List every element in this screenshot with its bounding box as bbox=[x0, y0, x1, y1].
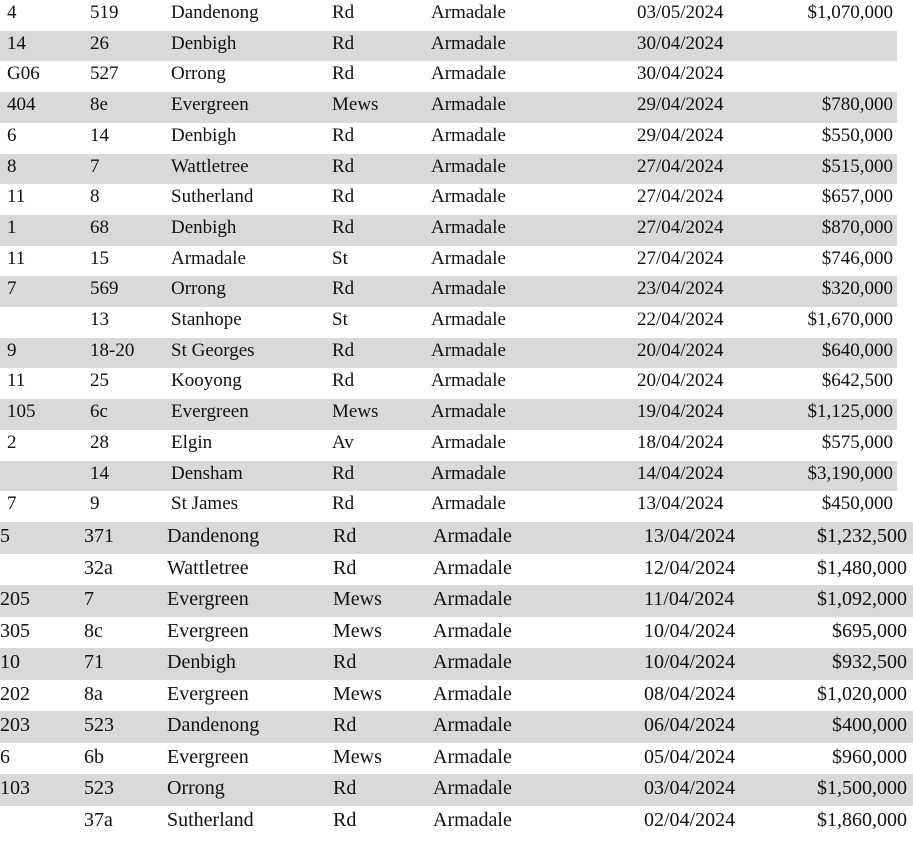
table-row bbox=[0, 617, 913, 649]
cell-price: $1,670,000 bbox=[807, 309, 893, 330]
cell-unit: 103 bbox=[0, 777, 30, 799]
cell-number: 15 bbox=[90, 247, 109, 269]
cell-unit: 11 bbox=[7, 370, 26, 392]
cell-suburb: Armadale bbox=[431, 32, 506, 54]
cell-unit: 5 bbox=[0, 525, 10, 547]
cell-date: 10/04/2024 bbox=[644, 619, 736, 642]
table-row bbox=[0, 92, 913, 123]
cell-street: Orrong bbox=[171, 278, 226, 300]
cell-street: Orrong bbox=[171, 63, 226, 85]
cell-unit: 6 bbox=[0, 745, 10, 768]
cell-street: Armadale bbox=[171, 247, 246, 269]
cell-number: 569 bbox=[90, 278, 119, 300]
table-row bbox=[0, 585, 913, 617]
table-row bbox=[0, 123, 913, 154]
cell-type: Rd bbox=[333, 525, 357, 547]
cell-street: Dandenong bbox=[167, 525, 260, 547]
table-row bbox=[0, 31, 913, 62]
cell-suburb: Armadale bbox=[433, 745, 512, 768]
cell-unit: 6 bbox=[7, 124, 17, 146]
table-row bbox=[0, 307, 913, 338]
cell-price: $3,190,000 bbox=[807, 462, 893, 484]
cell-type: Rd bbox=[333, 777, 357, 799]
cell-price: $1,125,000 bbox=[807, 401, 893, 423]
cell-street: Evergreen bbox=[167, 682, 249, 705]
cell-price: $550,000 bbox=[821, 124, 893, 146]
cell-type: Rd bbox=[332, 63, 355, 85]
cell-street: Elgin bbox=[171, 431, 213, 453]
cell-price: $450,000 bbox=[821, 493, 893, 515]
cell-number: 18-20 bbox=[90, 339, 135, 361]
table-row bbox=[0, 399, 913, 430]
cell-suburb: Armadale bbox=[431, 2, 506, 23]
cell-street: Denbigh bbox=[171, 124, 237, 146]
cell-number: 9 bbox=[90, 493, 100, 515]
cell-price: $1,092,000 bbox=[817, 588, 907, 610]
cell-date: 05/04/2024 bbox=[644, 745, 736, 768]
cell-number: 32a bbox=[84, 556, 113, 579]
cell-street: Evergreen bbox=[167, 745, 249, 768]
cell-suburb: Armadale bbox=[433, 777, 512, 799]
cell-date: 03/04/2024 bbox=[644, 777, 736, 799]
table-row bbox=[0, 61, 913, 92]
cell-suburb: Armadale bbox=[433, 714, 512, 736]
cell-date: 29/04/2024 bbox=[637, 94, 724, 116]
table-row bbox=[0, 774, 913, 806]
cell-price: $515,000 bbox=[821, 155, 893, 177]
cell-number: 523 bbox=[84, 714, 114, 736]
cell-date: 13/04/2024 bbox=[637, 493, 724, 515]
cell-unit: 205 bbox=[0, 588, 30, 610]
cell-number: 523 bbox=[84, 777, 114, 799]
cell-number: 8e bbox=[90, 94, 108, 116]
cell-suburb: Armadale bbox=[433, 588, 512, 610]
cell-street: Evergreen bbox=[171, 94, 249, 116]
cell-number: 25 bbox=[90, 370, 109, 392]
cell-suburb: Armadale bbox=[431, 431, 506, 453]
cell-unit: 14 bbox=[7, 32, 26, 54]
cell-date: 27/04/2024 bbox=[637, 216, 724, 238]
cell-number: 68 bbox=[90, 216, 109, 238]
cell-price: $870,000 bbox=[821, 216, 893, 238]
cell-suburb: Armadale bbox=[433, 619, 512, 642]
cell-date: 23/04/2024 bbox=[637, 278, 724, 300]
cell-unit: 203 bbox=[0, 714, 30, 736]
cell-number: 26 bbox=[90, 32, 109, 54]
cell-street: Denbigh bbox=[171, 32, 237, 54]
cell-unit: 2 bbox=[7, 431, 17, 453]
cell-suburb: Armadale bbox=[431, 155, 506, 177]
cell-street: Evergreen bbox=[171, 401, 249, 423]
cell-street: Densham bbox=[171, 462, 243, 484]
table-row bbox=[0, 154, 913, 185]
cell-street: Sutherland bbox=[167, 808, 254, 831]
cell-unit: 7 bbox=[7, 493, 17, 515]
cell-number: 7 bbox=[84, 588, 94, 610]
cell-date: 27/04/2024 bbox=[637, 247, 724, 269]
cell-type: Mews bbox=[333, 682, 382, 705]
cell-price: $746,000 bbox=[821, 247, 893, 269]
cell-type: Mews bbox=[333, 745, 382, 768]
cell-date: 03/05/2024 bbox=[637, 2, 724, 23]
cell-street: Denbigh bbox=[167, 651, 236, 673]
cell-unit: 1 bbox=[7, 216, 17, 238]
cell-price: $642,500 bbox=[821, 370, 893, 392]
cell-price: $640,000 bbox=[821, 339, 893, 361]
table-row bbox=[0, 554, 913, 586]
cell-unit: 105 bbox=[7, 401, 36, 423]
table-row bbox=[0, 0, 913, 31]
cell-suburb: Armadale bbox=[431, 309, 506, 330]
cell-date: 02/04/2024 bbox=[644, 808, 736, 831]
cell-number: 8 bbox=[90, 186, 100, 208]
cell-unit: 11 bbox=[7, 186, 26, 208]
cell-type: Rd bbox=[333, 651, 357, 673]
cell-price: $695,000 bbox=[832, 619, 907, 642]
cell-type: Rd bbox=[332, 155, 355, 177]
table-row bbox=[0, 648, 913, 680]
cell-price: $575,000 bbox=[821, 431, 893, 453]
cell-number: 71 bbox=[84, 651, 104, 673]
cell-date: 19/04/2024 bbox=[637, 401, 724, 423]
cell-number: 14 bbox=[90, 462, 109, 484]
cell-suburb: Armadale bbox=[431, 247, 506, 269]
cell-date: 27/04/2024 bbox=[637, 186, 724, 208]
cell-price: $400,000 bbox=[832, 714, 907, 736]
table-row bbox=[0, 461, 913, 492]
cell-date: 22/04/2024 bbox=[637, 309, 724, 330]
cell-date: 08/04/2024 bbox=[644, 682, 736, 705]
cell-price: $1,480,000 bbox=[817, 556, 907, 579]
cell-date: 20/04/2024 bbox=[637, 370, 724, 392]
cell-type: Rd bbox=[332, 278, 355, 300]
cell-number: 8a bbox=[84, 682, 103, 705]
cell-suburb: Armadale bbox=[433, 682, 512, 705]
cell-date: 29/04/2024 bbox=[637, 124, 724, 146]
cell-date: 13/04/2024 bbox=[644, 525, 736, 547]
cell-date: 20/04/2024 bbox=[637, 339, 724, 361]
cell-type: Mews bbox=[333, 588, 382, 610]
cell-type: Rd bbox=[332, 462, 355, 484]
cell-suburb: Armadale bbox=[431, 63, 506, 85]
cell-unit: 202 bbox=[0, 682, 30, 705]
cell-type: St bbox=[332, 247, 348, 269]
cell-price: $1,500,000 bbox=[817, 777, 907, 799]
cell-suburb: Armadale bbox=[431, 124, 506, 146]
table-row bbox=[0, 246, 913, 277]
table-row bbox=[0, 806, 913, 838]
cell-type: Rd bbox=[333, 556, 357, 579]
cell-type: Rd bbox=[332, 124, 355, 146]
cell-type: Rd bbox=[332, 370, 355, 392]
cell-type: Rd bbox=[332, 2, 355, 23]
cell-type: St bbox=[332, 309, 348, 330]
cell-suburb: Armadale bbox=[433, 556, 512, 579]
cell-suburb: Armadale bbox=[433, 808, 512, 831]
cell-number: 14 bbox=[90, 124, 109, 146]
table-row bbox=[0, 711, 913, 743]
cell-number: 7 bbox=[90, 155, 100, 177]
cell-suburb: Armadale bbox=[431, 216, 506, 238]
table-row bbox=[0, 368, 913, 399]
table-row bbox=[0, 680, 913, 712]
cell-street: Denbigh bbox=[171, 216, 237, 238]
cell-price: $1,070,000 bbox=[807, 2, 893, 23]
table-row bbox=[0, 743, 913, 775]
cell-suburb: Armadale bbox=[431, 493, 506, 515]
cell-suburb: Armadale bbox=[431, 401, 506, 423]
cell-date: 30/04/2024 bbox=[637, 63, 724, 85]
cell-price: $320,000 bbox=[821, 278, 893, 300]
cell-price: $960,000 bbox=[832, 745, 907, 768]
cell-unit: 7 bbox=[7, 278, 17, 300]
cell-type: Rd bbox=[333, 714, 357, 736]
cell-type: Rd bbox=[332, 186, 355, 208]
cell-type: Mews bbox=[332, 401, 379, 423]
cell-unit: 4 bbox=[7, 2, 17, 23]
table-row bbox=[0, 491, 913, 522]
cell-suburb: Armadale bbox=[431, 94, 506, 116]
cell-street: Evergreen bbox=[167, 619, 249, 642]
cell-type: Mews bbox=[332, 94, 379, 116]
cell-suburb: Armadale bbox=[431, 370, 506, 392]
cell-street: Sutherland bbox=[171, 186, 254, 208]
cell-unit: 8 bbox=[7, 155, 17, 177]
cell-price: $1,860,000 bbox=[817, 808, 907, 831]
cell-type: Rd bbox=[332, 32, 355, 54]
cell-date: 06/04/2024 bbox=[644, 714, 736, 736]
cell-type: Av bbox=[332, 431, 354, 453]
table-row bbox=[0, 430, 913, 461]
cell-street: Dandenong bbox=[171, 2, 259, 23]
cell-number: 6b bbox=[84, 745, 104, 768]
cell-suburb: Armadale bbox=[431, 186, 506, 208]
cell-date: 18/04/2024 bbox=[637, 431, 724, 453]
cell-type: Rd bbox=[332, 339, 355, 361]
cell-street: Wattletree bbox=[171, 155, 249, 177]
cell-type: Mews bbox=[333, 619, 382, 642]
cell-suburb: Armadale bbox=[431, 339, 506, 361]
cell-number: 37a bbox=[84, 808, 113, 831]
cell-price: $932,500 bbox=[832, 651, 907, 673]
cell-street: St Georges bbox=[171, 339, 255, 361]
cell-number: 371 bbox=[84, 525, 114, 547]
table-row bbox=[0, 338, 913, 369]
cell-street: Kooyong bbox=[171, 370, 242, 392]
cell-type: Rd bbox=[332, 493, 355, 515]
cell-number: 527 bbox=[90, 63, 119, 85]
cell-unit: 9 bbox=[7, 339, 17, 361]
cell-suburb: Armadale bbox=[431, 462, 506, 484]
cell-number: 28 bbox=[90, 431, 109, 453]
cell-date: 27/04/2024 bbox=[637, 155, 724, 177]
cell-unit: 404 bbox=[7, 94, 36, 116]
cell-price: $780,000 bbox=[821, 94, 893, 116]
cell-unit: 10 bbox=[0, 651, 20, 673]
cell-street: Dandenong bbox=[167, 714, 260, 736]
cell-street: Evergreen bbox=[167, 588, 249, 610]
table-row bbox=[0, 276, 913, 307]
cell-date: 11/04/2024 bbox=[644, 588, 735, 610]
cell-number: 8c bbox=[84, 619, 103, 642]
table-row bbox=[0, 184, 913, 215]
cell-unit: 305 bbox=[0, 619, 30, 642]
cell-date: 10/04/2024 bbox=[644, 651, 736, 673]
cell-street: Stanhope bbox=[171, 309, 242, 330]
cell-date: 30/04/2024 bbox=[637, 32, 724, 54]
cell-type: Rd bbox=[332, 216, 355, 238]
cell-price: $1,020,000 bbox=[817, 682, 907, 705]
table-row bbox=[0, 215, 913, 246]
cell-street: St James bbox=[171, 493, 239, 515]
cell-suburb: Armadale bbox=[431, 278, 506, 300]
cell-unit: 11 bbox=[7, 247, 26, 269]
cell-date: 12/04/2024 bbox=[644, 556, 736, 579]
cell-price: $1,232,500 bbox=[817, 525, 907, 547]
cell-street: Wattletree bbox=[167, 556, 249, 579]
cell-type: Rd bbox=[333, 808, 357, 831]
cell-suburb: Armadale bbox=[433, 651, 512, 673]
cell-number: 519 bbox=[90, 2, 119, 23]
cell-date: 14/04/2024 bbox=[637, 462, 724, 484]
cell-number: 13 bbox=[90, 309, 109, 330]
cell-number: 6c bbox=[90, 401, 108, 423]
table-row bbox=[0, 522, 913, 554]
cell-street: Orrong bbox=[167, 777, 225, 799]
cell-suburb: Armadale bbox=[433, 525, 512, 547]
cell-price: $657,000 bbox=[821, 186, 893, 208]
cell-unit: G06 bbox=[7, 63, 40, 85]
